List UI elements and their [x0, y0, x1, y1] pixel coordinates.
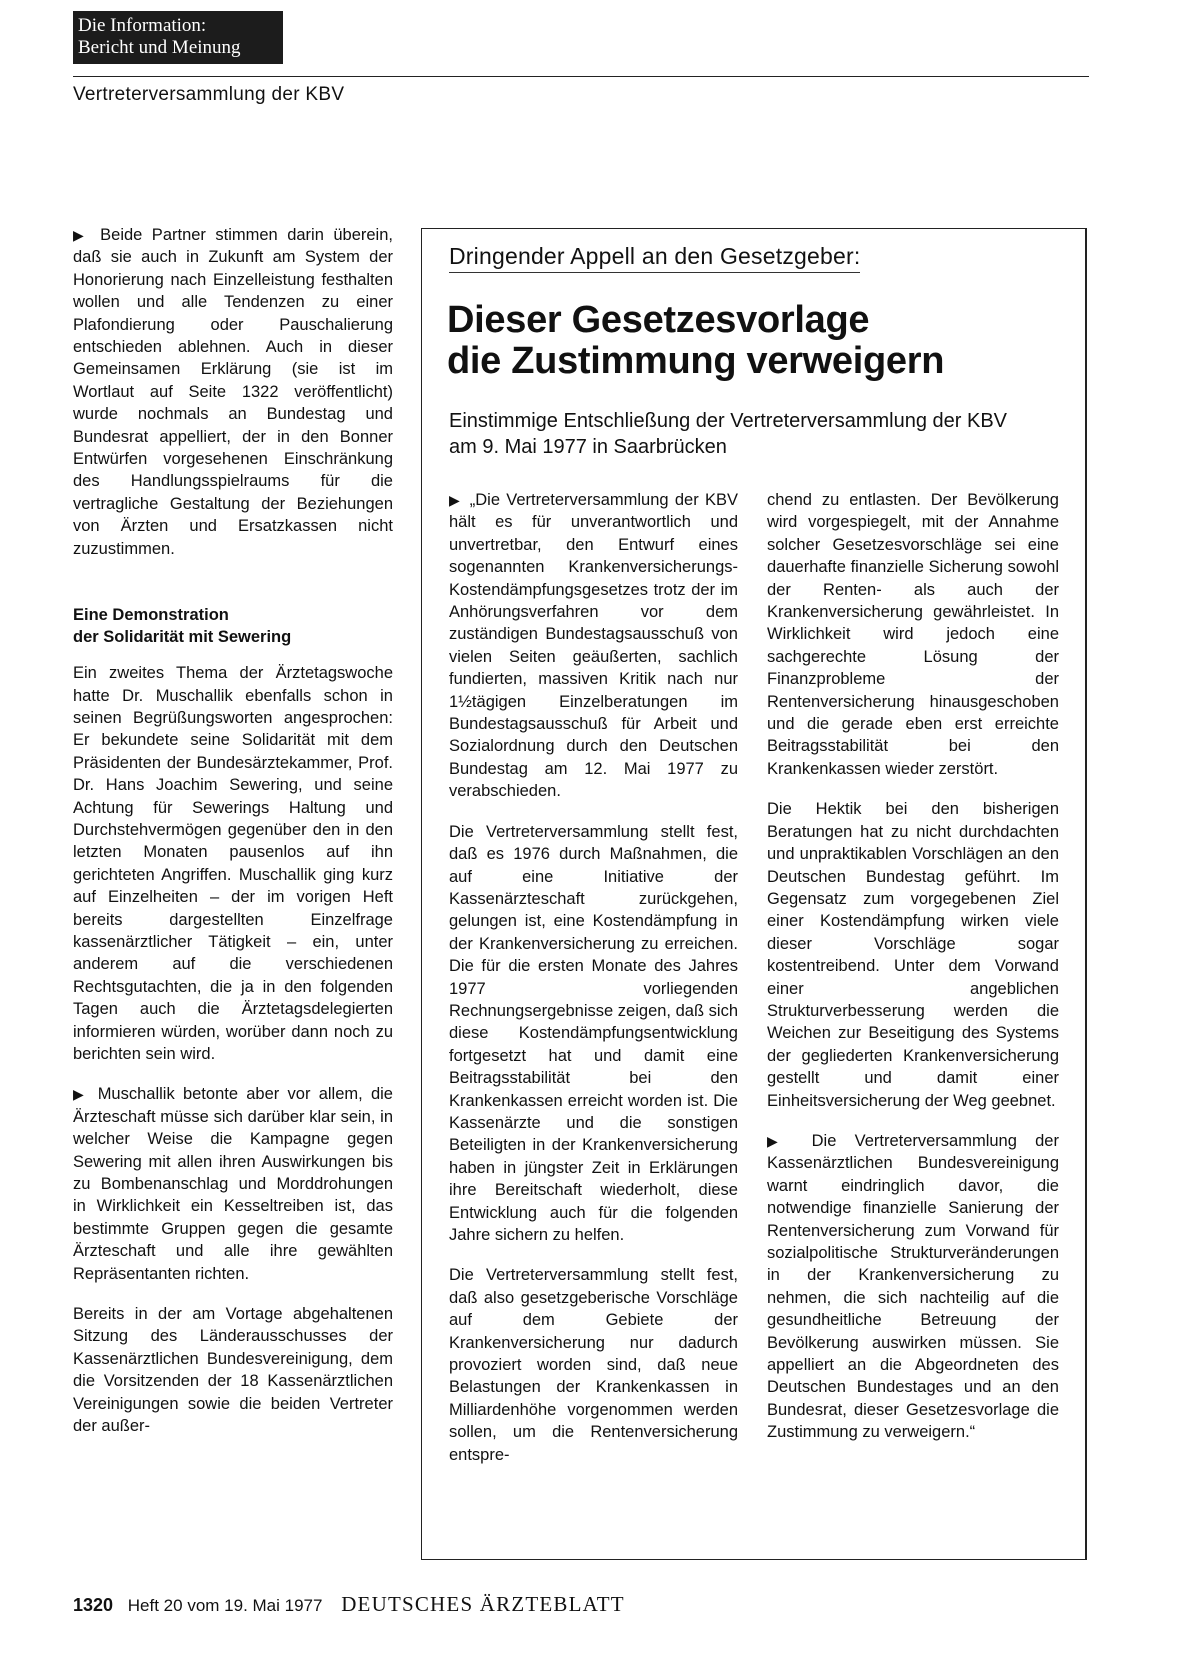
running-head: Vertreterversammlung der KBV — [73, 84, 345, 105]
triangle-right-icon: ▶ — [767, 1132, 792, 1149]
subheading-line-1: Eine Demonstration — [73, 606, 229, 625]
box-b-paragraph-1: chend zu entlasten. Der Bevölkerung wird vorgespiegelt, mit der Annahme solcher Gesetzesvorschläge sei eine dauerhafte finanzielle Sicherung sowohl der Renten- als auch der Krankenversicherung gewährleistet. In Wirklichkeit wird jedoch eine sachgerechte Lösung der Finanzprobleme der Rentenversicherung hinausgeschoben und die gerade eben erst erreichte Beitragsstabilität bei den Krankenkassen wieder zerstört. — [767, 491, 1059, 778]
left-paragraph-2: Ein zweites Thema der Ärztetagswoche hatte Dr. Muschallik ebenfalls schon in seinen Begrüßungsworten angesprochen: Er bekundete seine Solidarität mit dem Präsidenten der Bundesärztekammer, Prof. Dr. Hans Joachim Sewering, und seine Achtung für Sewerings Haltung und Durchstehvermögen gegenüber den in den letzten Monaten pausenlos auf ihn gerichteten Angriffen. Muschallik ging kurz auf Einzelheiten – der im vorigen Heft bereits dargestellten Einzelfrage kassenärztlicher Tätigkeit – ein, unter anderem auf die verschiedenen Rechtsgutachten, die ja in den folgenden Tagen auch die Ärztetagsdelegierten informieren würden, worüber dann noch zu berichten sein wird. — [73, 664, 393, 1063]
box-b-paragraph-2: Die Hektik bei den bisherigen Beratungen hat zu nicht durchdachten und unpraktikablen Vorschlägen an den Deutschen Bundestag geführt. Im Gegensatz zum vorgegebenen Ziel einer Kostendämpfung wirken viele dieser Vorschläge sogar kostentreibend. Unter dem Vorwand einer angeblichen Strukturverbesserung werden die Weichen zur Beseitigung des Systems der gegliederten Krankenversicherung gestellt und damit einer Einheitsversicherung der Weg geebnet. — [767, 800, 1059, 1110]
box-title-line-1: Dieser Gesetzesvorlage — [447, 299, 870, 341]
left-paragraph-4: Bereits in der am Vortage abgehaltenen Sitzung des Länderausschusses der Kassenärztlichen Bundesvereinigung, dem die Vorsitzenden der 18 Kassenärztlichen Vereinigungen sowie die beiden Vertreter der außer- — [73, 1305, 393, 1436]
section-tag-line-2: Bericht und Meinung — [78, 37, 241, 58]
page-footer — [73, 1592, 625, 1617]
triangle-right-icon: ▶ — [73, 227, 89, 243]
subheading — [73, 604, 393, 648]
box-b-paragraph-3-text: Die Vertreterversammlung der Kassenärztlichen Bundesvereinigung warnt eindringlich davor, die notwendige finanzielle Sanierung der Rentenversicherung zum Vorwand für sozialpolitische Strukturveränderungen in der Krankenversicherung zu nehmen, die sich nachteilig auf die gesundheitliche Betreuung der Bevölkerung auswirken müssen. Sie appelliert an die Abgeordneten des Deutschen Bundestages und an den Bundesrat, dieser Gesetzesvorlage die Zustimmung zu verweigern.“ — [767, 1131, 1059, 1442]
box-subtitle — [449, 408, 1007, 460]
section-tag — [73, 11, 283, 64]
box-a-paragraph-2: Die Vertreterversammlung stellt fest, daß es 1976 durch Maßnahmen, die auf eine Initiative der Kassenärzteschaft zurückgehen, gelungen ist, eine Kostendämpfung in der Krankenversicherung zu erreichen. Die für die ersten Monate des Jahres 1977 vorliegenden Rechnungsergebnisse zeigen, daß sich diese Kostendämpfungsentwicklung fortgesetzt hat und damit eine Beitragsstabilität bei den Krankenkassen erreicht worden ist. Die Kassenärzte und die sonstigen Beteiligten in der Krankenversicherung haben in jüngster Zeit in Erklärungen ihre Bereitschaft wiederholt, diese Entwicklung auch für die folgenden Jahre sichern zu helfen. — [449, 822, 738, 1244]
box-column-a — [449, 489, 738, 1466]
box-kicker: Dringender Appell an den Gesetzgeber: — [449, 243, 860, 273]
box-a-paragraph-1 — [449, 489, 738, 803]
left-paragraph-1-text: Beide Partner stimmen darin überein, daß sie auch in Zukunft am System der Honorierung nach Einzelleistung festhalten wollen und alle Tendenzen zu einer Plafondierung oder Pauschalierung entschieden ablehnen. Auch in dieser Gemeinsamen Erklärung (sie ist im Wortlaut auf Seite 1322 veröffentlicht) wurde nochmals an Bundestag und Bundesrat appelliert, der in den Bonner Entwürfen vorgesehenen Einschränkung des Handlungsspielraums für die vertragliche Gestaltung der Beziehungen von Ärzten und Ersatzkassen nicht zuzustimmen. — [73, 226, 393, 558]
left-paragraph-3-text: Muschallik betonte aber vor allem, die Ärzteschaft müsse sich darüber klar sein, in welcher Weise die Kampagne gegen Sewering mit allen ihren Auswirkungen bis zu Bombenanschlag und Morddrohungen in Wirklichkeit ein Kesseltreiben ist, das bestimmte Gruppen gegen die gesamte Ärzteschaft und alle ihre gewählten Repräsentanten richten. — [73, 1085, 393, 1283]
left-paragraph-3 — [73, 1083, 393, 1285]
header-rule — [73, 76, 1089, 77]
box-title — [447, 300, 944, 382]
box-column-b — [767, 489, 1059, 1444]
box-b-paragraph-3 — [767, 1130, 1059, 1444]
box-a-paragraph-1-text: „Die Vertreterversammlung der KBV hält es für unverantwortlich und unvertretbar, den Entwurf eines sogenannten Krankenversicherungs-Kostendämpfungsgesetzes trotz der im Anhörungsverfahren vor dem zuständigen Bundestagsausschuß von vielen Seiten geäußerten, sachlich fundierten, massiven Kritik nach nur 1½tägigen Einzelberatungen im Bundestagsausschuß für Arbeit und Sozialordnung durch den Deutschen Bundestag am 12. Mai 1977 zu verabschieden. — [449, 491, 738, 801]
triangle-right-icon: ▶ — [73, 1086, 88, 1103]
left-paragraph-1 — [73, 224, 393, 560]
section-tag-line-1: Die Information: — [78, 15, 207, 36]
subheading-line-2: der Solidarität mit Sewering — [73, 628, 292, 647]
issue-info: Heft 20 vom 19. Mai 1977 — [127, 1596, 323, 1615]
left-column — [73, 224, 393, 1438]
journal-name: DEUTSCHES ÄRZTEBLATT — [341, 1592, 625, 1616]
page-number: 1320 — [73, 1595, 114, 1615]
box-subtitle-line-1: Einstimmige Entschließung der Vertreterversammlung der KBV — [449, 410, 1008, 432]
triangle-right-icon: ▶ — [449, 492, 462, 508]
box-title-line-2: die Zustimmung verweigern — [447, 340, 945, 382]
box-subtitle-line-2: am 9. Mai 1977 in Saarbrücken — [449, 436, 727, 458]
box-a-paragraph-3: Die Vertreterversammlung stellt fest, daß also gesetzgeberische Vorschläge auf dem Gebiete der Krankenversicherung nur dadurch provoziert worden sind, daß neue Belastungen der Krankenkassen in Milliardenhöhe vorgenommen werden sollen, um die Rentenversicherung entspre- — [449, 1266, 738, 1464]
